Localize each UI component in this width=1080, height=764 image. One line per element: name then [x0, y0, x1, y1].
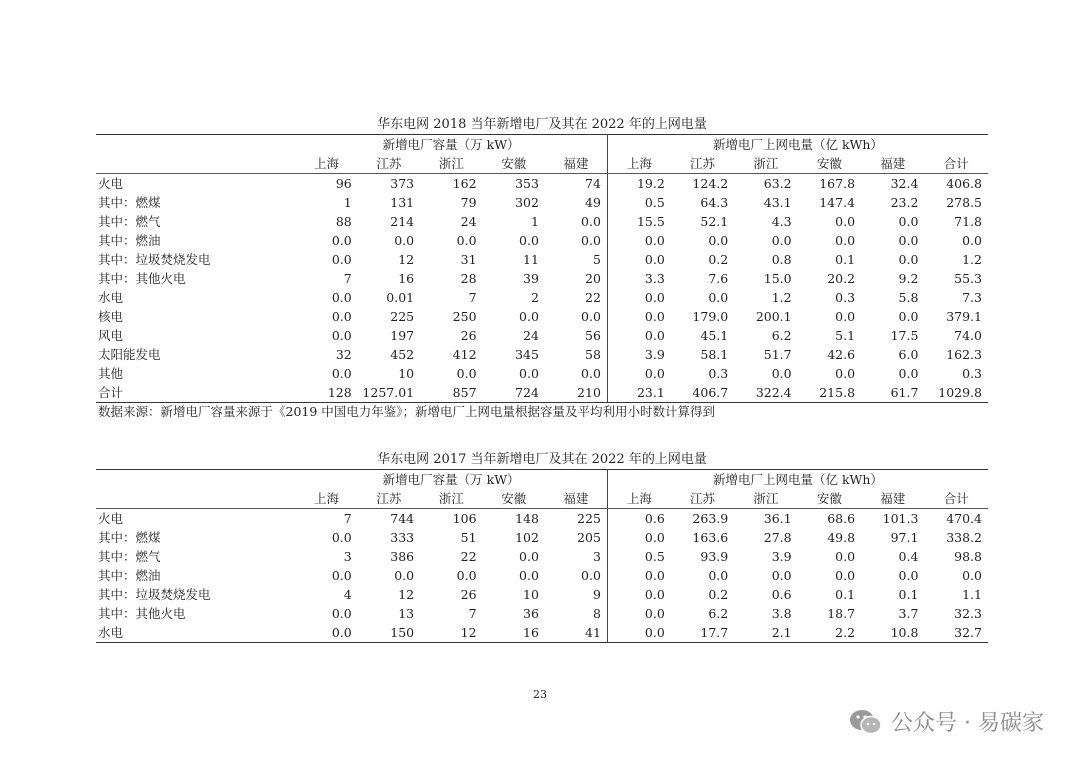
capacity-cell: 210: [545, 383, 607, 403]
generation-cell: 61.7: [861, 383, 924, 403]
capacity-cell: 12: [398, 587, 415, 602]
table2-block: [96, 451, 988, 643]
capacity-cell: 214: [390, 214, 415, 229]
capacity-cell: 7: [468, 290, 477, 305]
watermark-text: 公众号 · 易碳家: [891, 711, 1044, 736]
generation-cell: 17.7: [671, 623, 734, 643]
capacity-cell: 353: [515, 176, 539, 191]
row-label: 其中：燃油: [98, 568, 161, 583]
generation-cell: 0.0: [771, 568, 792, 583]
table-row: [96, 566, 988, 585]
capacity-cell: 3: [343, 549, 352, 564]
table-row: [96, 509, 988, 529]
generation-cell: 0.0: [898, 568, 919, 583]
table-row: [96, 326, 988, 345]
generation-cell: 0.0: [607, 623, 670, 643]
table-row: [96, 547, 988, 566]
capacity-cell: 0.0: [519, 233, 539, 248]
generation-cell: 0.0: [644, 366, 665, 381]
capacity-cell: 0.0: [519, 549, 539, 564]
row-label: 其中：燃煤: [98, 530, 161, 545]
table-row: [96, 585, 988, 604]
row-label: 其中：燃油: [98, 233, 161, 248]
generation-cell: 322.4: [734, 383, 797, 403]
capacity-cell: 88: [335, 214, 352, 229]
capacity-cell: 12: [398, 252, 415, 267]
generation-cell: 20.2: [827, 271, 856, 286]
generation-cell: 42.6: [827, 347, 856, 362]
generation-cell: 7.3: [962, 290, 982, 305]
row-label: 其中：垃圾焚烧发电: [98, 252, 211, 267]
capacity-cell: 102: [515, 530, 539, 545]
capacity-cell: 39: [523, 271, 539, 286]
capacity-cell: 24: [460, 214, 477, 229]
generation-cell: 263.9: [692, 511, 729, 526]
row-label: 火电: [98, 176, 124, 191]
table-row: [96, 307, 988, 326]
capacity-cell: 74: [545, 174, 607, 194]
generation-cell: 2.2: [798, 623, 861, 643]
capacity-cell: 0.0: [331, 366, 352, 381]
capacity-cell: 0.0: [519, 366, 539, 381]
capacity-cell: 345: [515, 347, 539, 362]
generation-cell: 71.8: [954, 214, 982, 229]
generation-cell: 64.3: [700, 195, 729, 210]
generation-cell: 124.2: [692, 176, 729, 191]
capacity-cell: 0.0: [456, 568, 477, 583]
generation-cell: 163.6: [692, 530, 729, 545]
capacity-cell: 22: [545, 288, 607, 307]
generation-cell: 0.0: [644, 568, 665, 583]
capacity-cell: 56: [545, 326, 607, 345]
capacity-cell: 20: [545, 269, 607, 288]
generation-cell: 0.2: [708, 587, 729, 602]
column-header-capacity: 浙江: [420, 154, 482, 174]
column-header-generation: 福建: [861, 154, 924, 174]
capacity-cell: 2: [530, 290, 539, 305]
column-header-capacity: 江苏: [358, 489, 420, 509]
capacity-cell: 302: [515, 195, 539, 210]
generation-cell: 147.4: [819, 195, 856, 210]
row-label: 其他: [98, 366, 124, 381]
generation-cell: 3.7: [898, 606, 919, 621]
row-label: 合计: [96, 383, 295, 403]
column-header-generation: 安徽: [798, 154, 861, 174]
capacity-cell: 10: [523, 587, 539, 602]
capacity-cell: 32: [335, 347, 352, 362]
generation-cell: 0.8: [771, 252, 792, 267]
table-row: [96, 174, 988, 194]
generation-cell: 338.2: [946, 530, 982, 545]
generation-cell: 167.8: [819, 176, 856, 191]
generation-cell: 17.5: [890, 328, 919, 343]
capacity-cell: 24: [523, 328, 539, 343]
generation-cell: 27.8: [763, 530, 792, 545]
generation-cell: 0.6: [644, 511, 665, 526]
generation-cell: 0.0: [898, 233, 919, 248]
generation-cell: 5.8: [898, 290, 919, 305]
generation-cell: 101.3: [882, 511, 919, 526]
capacity-cell: 148: [515, 511, 539, 526]
capacity-cell: 12: [420, 623, 482, 643]
capacity-cell: 49: [545, 193, 607, 212]
capacity-cell: 22: [460, 549, 477, 564]
generation-cell: 6.2: [708, 606, 729, 621]
generation-cell: 0.0: [835, 568, 856, 583]
capacity-cell: 162: [452, 176, 477, 191]
capacity-cell: 5: [545, 250, 607, 269]
row-label: 其中：燃气: [98, 549, 161, 564]
generation-cell: 19.2: [636, 176, 665, 191]
column-header-capacity: 安徽: [483, 154, 545, 174]
capacity-cell: 0.0: [394, 233, 415, 248]
table-row: [96, 269, 988, 288]
generation-cell: 0.0: [898, 309, 919, 324]
capacity-cell: 41: [545, 623, 607, 643]
capacity-cell: 1257.01: [358, 383, 420, 403]
capacity-cell: 31: [460, 252, 477, 267]
generation-cell: 52.1: [700, 214, 729, 229]
capacity-cell: 0.0: [456, 233, 477, 248]
generation-cell: 0.0: [898, 366, 919, 381]
generation-cell: 0.0: [708, 568, 729, 583]
column-header-capacity: 福建: [545, 489, 607, 509]
generation-cell: 0.2: [708, 252, 729, 267]
generation-cell: 0.1: [835, 587, 856, 602]
generation-cell: 32.4: [890, 176, 919, 191]
column-header-capacity: 上海: [295, 154, 357, 174]
table-row: [96, 193, 988, 212]
capacity-cell: 0.0: [331, 252, 352, 267]
row-label: 核电: [98, 309, 124, 324]
row-label: 火电: [98, 511, 124, 526]
capacity-cell: 13: [398, 606, 415, 621]
capacity-cell: 0.0: [331, 328, 352, 343]
table1-block: [96, 116, 988, 403]
generation-cell: 68.6: [827, 511, 856, 526]
table2-group-generation: 新增电厂上网电量（亿 kWh）: [712, 472, 883, 487]
table1-title: 华东电网 2018 当年新增电厂及其在 2022 年的上网电量: [377, 117, 707, 132]
capacity-cell: 197: [390, 328, 415, 343]
generation-cell: 18.7: [827, 606, 856, 621]
row-label: 其中：燃气: [98, 214, 161, 229]
generation-cell: 0.1: [835, 252, 856, 267]
column-header-generation: 浙江: [734, 489, 797, 509]
column-header-generation: 上海: [607, 489, 670, 509]
capacity-cell: 0.0: [331, 568, 352, 583]
generation-cell: 0.0: [962, 233, 982, 248]
generation-cell: 51.7: [763, 347, 792, 362]
column-header-capacity: 江苏: [358, 154, 420, 174]
table-row: [96, 383, 988, 403]
row-label: 太阳能发电: [98, 347, 161, 362]
capacity-cell: 373: [390, 176, 415, 191]
generation-cell: 406.7: [671, 383, 734, 403]
column-header-generation: 安徽: [798, 489, 861, 509]
capacity-cell: 452: [390, 347, 415, 362]
column-header-generation: 江苏: [671, 489, 734, 509]
capacity-cell: 0.01: [386, 290, 415, 305]
generation-cell: 0.6: [771, 587, 792, 602]
row-label: 其中：其他火电: [98, 271, 186, 286]
generation-cell: 0.0: [644, 328, 665, 343]
row-label: 水电: [98, 290, 124, 305]
generation-cell: 0.0: [644, 587, 665, 602]
row-label: 其中：燃煤: [98, 195, 161, 210]
table1-source-note: 数据来源：新增电厂容量来源于《2019 中国电力年鉴》；新增电厂上网电量根据容量及平均利用小时数计算得到: [98, 404, 716, 419]
capacity-cell: 16: [398, 271, 415, 286]
capacity-cell: 4: [343, 587, 352, 602]
table-row: [96, 288, 988, 307]
capacity-cell: 250: [452, 309, 477, 324]
capacity-cell: 1: [343, 195, 352, 210]
capacity-cell: 225: [390, 309, 415, 324]
generation-cell: 215.8: [798, 383, 861, 403]
capacity-cell: 28: [460, 271, 477, 286]
generation-cell: 0.0: [771, 233, 792, 248]
generation-cell: 0.0: [708, 233, 729, 248]
capacity-cell: 0.0: [519, 309, 539, 324]
generation-cell: 278.5: [946, 195, 982, 210]
generation-cell: 0.0: [644, 606, 665, 621]
generation-cell: 32.7: [924, 623, 988, 643]
generation-cell: 0.0: [835, 549, 856, 564]
generation-cell: 63.2: [763, 176, 792, 191]
generation-cell: 23.1: [607, 383, 670, 403]
row-label: 其中：垃圾焚烧发电: [98, 587, 211, 602]
generation-cell: 0.0: [708, 290, 729, 305]
generation-cell: 10.8: [861, 623, 924, 643]
generation-cell: 0.0: [835, 214, 856, 229]
generation-cell: 3.9: [771, 549, 792, 564]
row-label: 其中：其他火电: [98, 606, 186, 621]
capacity-cell: 96: [335, 176, 352, 191]
generation-cell: 58.1: [700, 347, 729, 362]
generation-cell: 49.8: [827, 530, 856, 545]
generation-cell: 3.8: [771, 606, 792, 621]
table-row: [96, 345, 988, 364]
column-header-generation: 合计: [924, 489, 988, 509]
column-header-capacity: 浙江: [420, 489, 482, 509]
generation-cell: 6.2: [771, 328, 792, 343]
generation-cell: 0.0: [644, 530, 665, 545]
generation-cell: 15.0: [763, 271, 792, 286]
generation-cell: 0.0: [898, 252, 919, 267]
generation-cell: 0.4: [898, 549, 919, 564]
table1: [96, 134, 988, 403]
generation-cell: 0.5: [644, 195, 665, 210]
capacity-cell: 128: [295, 383, 357, 403]
capacity-cell: 412: [452, 347, 477, 362]
capacity-cell: 0.0: [456, 366, 477, 381]
capacity-cell: 7: [468, 606, 477, 621]
generation-cell: 23.2: [890, 195, 919, 210]
generation-cell: 0.0: [644, 290, 665, 305]
generation-cell: 0.0: [644, 252, 665, 267]
generation-cell: 0.3: [708, 366, 729, 381]
table2-column-header-row: [96, 489, 988, 509]
generation-cell: 5.1: [835, 328, 856, 343]
table2: [96, 469, 988, 643]
capacity-cell: 0.0: [394, 568, 415, 583]
generation-cell: 9.2: [898, 271, 919, 286]
generation-cell: 97.1: [890, 530, 919, 545]
generation-cell: 1.1: [962, 587, 982, 602]
capacity-cell: 857: [420, 383, 482, 403]
column-header-capacity: 安徽: [483, 489, 545, 509]
generation-cell: 93.9: [700, 549, 729, 564]
generation-cell: 0.5: [644, 549, 665, 564]
column-header-capacity: 上海: [295, 489, 357, 509]
table1-group-generation: 新增电厂上网电量（亿 kWh）: [712, 137, 883, 152]
capacity-cell: 0.0: [545, 231, 607, 250]
generation-cell: 1.2: [962, 252, 982, 267]
capacity-cell: 0.0: [331, 233, 352, 248]
table-row: [96, 528, 988, 547]
capacity-cell: 0.0: [295, 623, 357, 643]
generation-cell: 0.0: [898, 214, 919, 229]
column-header-generation: 合计: [924, 154, 988, 174]
capacity-cell: 0.0: [519, 568, 539, 583]
table-row: [96, 623, 988, 643]
generation-cell: 7.6: [708, 271, 729, 286]
capacity-cell: 205: [545, 528, 607, 547]
capacity-cell: 0.0: [545, 307, 607, 326]
generation-cell: 2.1: [734, 623, 797, 643]
capacity-cell: 26: [460, 587, 477, 602]
generation-cell: 55.3: [954, 271, 982, 286]
generation-cell: 0.0: [771, 366, 792, 381]
generation-cell: 32.3: [954, 606, 982, 621]
column-header-generation: 上海: [607, 154, 670, 174]
generation-cell: 200.1: [755, 309, 792, 324]
generation-cell: 0.0: [962, 568, 982, 583]
table-row: [96, 212, 988, 231]
capacity-cell: 36: [523, 606, 539, 621]
capacity-cell: 8: [545, 604, 607, 623]
table-row: [96, 231, 988, 250]
capacity-cell: 10: [398, 366, 415, 381]
row-label: 水电: [96, 623, 295, 643]
wechat-icon: [849, 708, 883, 736]
capacity-cell: 131: [390, 195, 415, 210]
generation-cell: 6.0: [898, 347, 919, 362]
watermark: [849, 706, 1044, 737]
generation-cell: 43.1: [763, 195, 792, 210]
capacity-cell: 3: [545, 547, 607, 566]
capacity-cell: 0.0: [545, 212, 607, 231]
generation-cell: 45.1: [700, 328, 729, 343]
generation-cell: 0.3: [835, 290, 856, 305]
generation-cell: 379.1: [946, 309, 982, 324]
table2-title: 华东电网 2017 当年新增电厂及其在 2022 年的上网电量: [377, 452, 707, 467]
column-header-generation: 福建: [861, 489, 924, 509]
capacity-cell: 724: [483, 383, 545, 403]
capacity-cell: 0.0: [331, 606, 352, 621]
capacity-cell: 11: [523, 252, 539, 267]
capacity-cell: 26: [460, 328, 477, 343]
capacity-cell: 1: [530, 214, 539, 229]
capacity-cell: 150: [358, 623, 420, 643]
capacity-cell: 79: [460, 195, 477, 210]
column-header-generation: 江苏: [671, 154, 734, 174]
generation-cell: 179.0: [692, 309, 729, 324]
capacity-cell: 0.0: [331, 290, 352, 305]
column-header-generation: 浙江: [734, 154, 797, 174]
generation-cell: 1.2: [771, 290, 792, 305]
capacity-cell: 0.0: [545, 566, 607, 585]
table-row: [96, 364, 988, 383]
row-label: 风电: [98, 328, 124, 343]
table2-group-capacity: 新增电厂容量（万 kW）: [295, 470, 607, 490]
generation-cell: 3.3: [644, 271, 665, 286]
generation-cell: 74.0: [954, 328, 982, 343]
capacity-cell: 58: [545, 345, 607, 364]
generation-cell: 98.8: [954, 549, 982, 564]
capacity-cell: 16: [483, 623, 545, 643]
generation-cell: 0.0: [835, 366, 856, 381]
capacity-cell: 333: [390, 530, 415, 545]
capacity-cell: 0.0: [331, 309, 352, 324]
generation-cell: 162.3: [946, 347, 982, 362]
capacity-cell: 744: [390, 511, 415, 526]
capacity-cell: 7: [343, 511, 352, 526]
table1-group-capacity: 新增电厂容量（万 kW）: [295, 135, 607, 155]
page-number: 23: [533, 688, 547, 701]
generation-cell: 15.5: [636, 214, 665, 229]
generation-cell: 0.0: [835, 309, 856, 324]
generation-cell: 0.1: [898, 587, 919, 602]
capacity-cell: 0.0: [331, 530, 352, 545]
column-header-capacity: 福建: [545, 154, 607, 174]
generation-cell: 470.4: [946, 511, 982, 526]
generation-cell: 0.0: [644, 309, 665, 324]
generation-cell: 0.0: [644, 233, 665, 248]
table-row: [96, 604, 988, 623]
capacity-cell: 225: [545, 509, 607, 529]
generation-cell: 0.3: [962, 366, 982, 381]
generation-cell: 0.0: [835, 233, 856, 248]
table-row: [96, 250, 988, 269]
generation-cell: 36.1: [763, 511, 792, 526]
generation-cell: 1029.8: [924, 383, 988, 403]
generation-cell: 4.3: [771, 214, 792, 229]
capacity-cell: 0.0: [545, 364, 607, 383]
capacity-cell: 51: [460, 530, 477, 545]
capacity-cell: 106: [452, 511, 477, 526]
generation-cell: 406.8: [946, 176, 982, 191]
capacity-cell: 9: [545, 585, 607, 604]
capacity-cell: 7: [343, 271, 352, 286]
generation-cell: 3.9: [644, 347, 665, 362]
table1-column-header-row: [96, 154, 988, 174]
capacity-cell: 386: [390, 549, 415, 564]
